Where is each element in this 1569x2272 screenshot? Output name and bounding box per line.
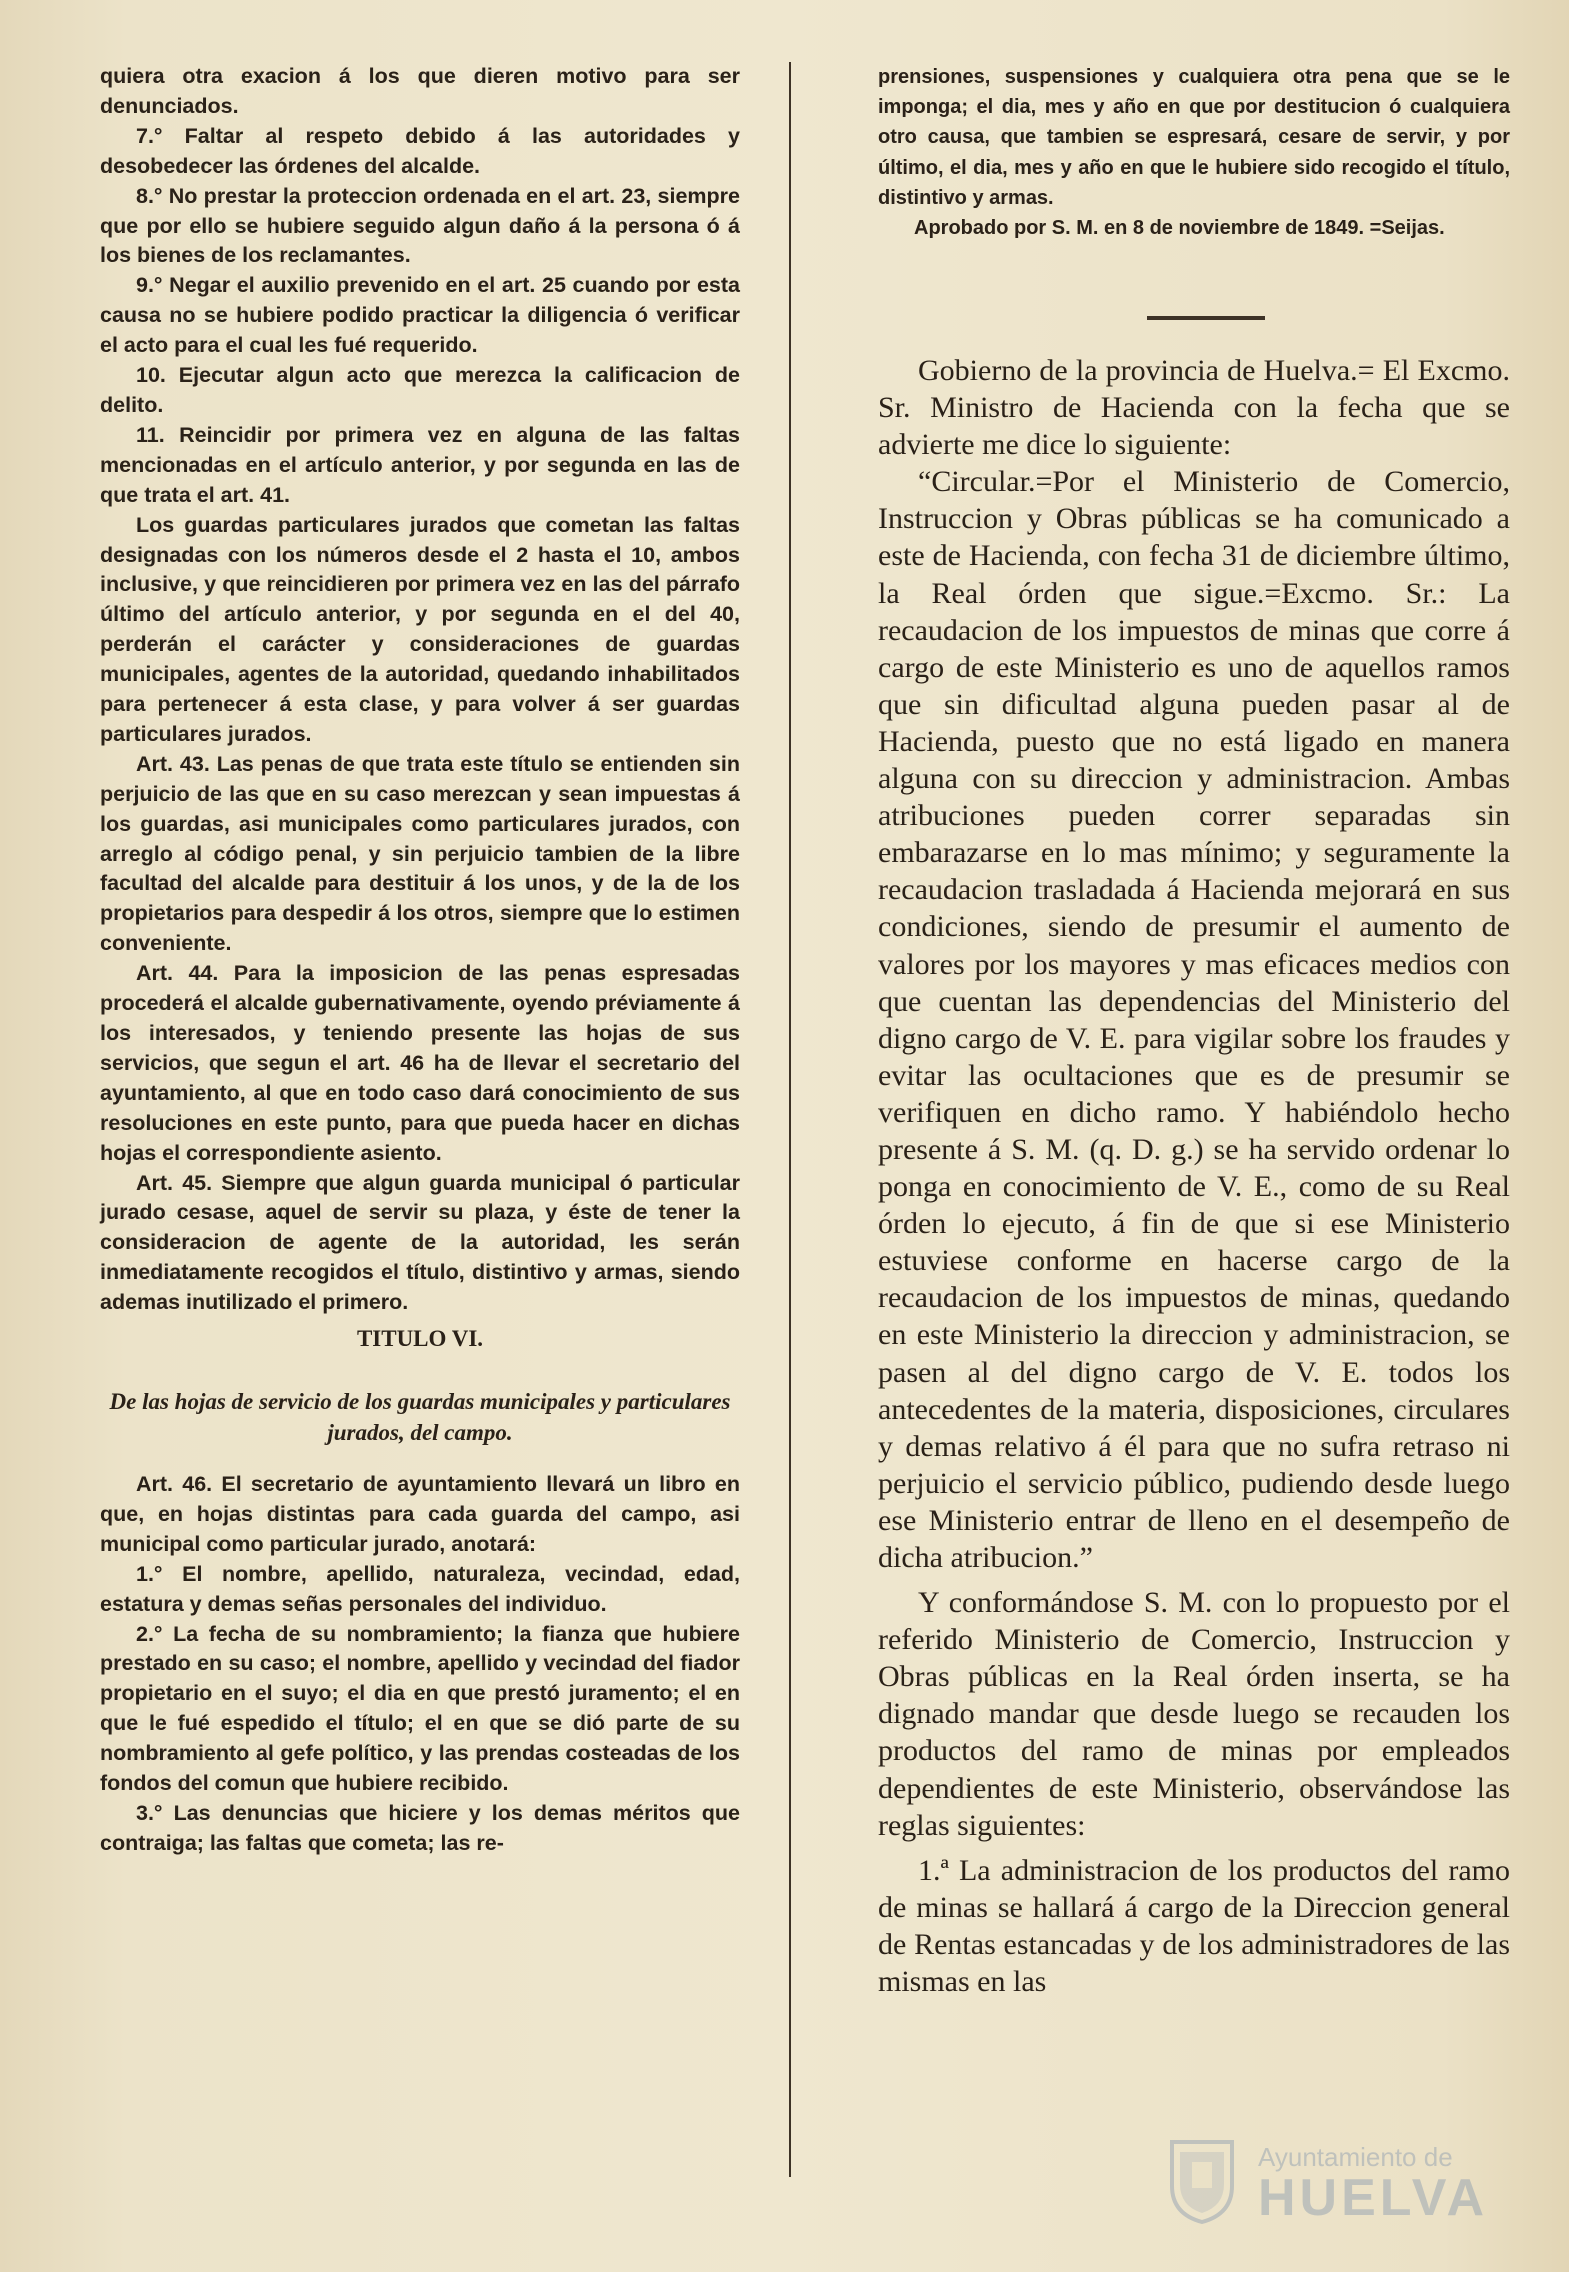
paragraph-item-8: 8.° No prestar la proteccion ordenada en el art. 23, siempre que por ello se hubiere seguido algun daño á la persona ó á los bienes de los reclamantes. (100, 183, 740, 268)
column-divider (789, 62, 791, 2177)
paragraph-conformandose: Y conformándose S. M. con lo propuesto por el referido Ministerio de Comercio, Instruccion y Obras públicas en la Real órden inserta, se ha dignado mandar que desde luego se recauden los productos del ramo de minas por empleados dependientes de este Ministerio, observándose las reglas siguientes: (878, 1586, 1510, 1842)
section-title: TITULO VI. (356, 1326, 484, 1352)
paragraph-item-10: 10. Ejecutar algun acto que merezca la calificacion de delito. (100, 363, 740, 417)
paragraph-art-44: Art. 44. Para la imposicion de las penas espresadas procederá el alcalde gubernativamente, oyendo préviamente á los interesados, y teniendo presente las hojas de sus servicios, que segun el art. 46 ha de llevar el secretario del ayuntamiento, al que en todo caso dará conocimiento de sus resoluciones en este punto, para que pueda hacer en dichas hojas el correspondiente asiento. (100, 961, 740, 1165)
paragraph-gobierno: Gobierno de la provincia de Huelva.= El Excmo. Sr. Ministro de Hacienda con la fecha que se advierte me dice lo siguiente: (878, 354, 1510, 462)
left-column (100, 62, 740, 1859)
paragraph-art-43: Art. 43. Las penas de que trata este título se entienden sin perjuicio de las que en su caso merezcan y sean impuestas á los guardas, asi municipales como particulares jurados, con arreglo al código penal, y sin perjuicio tambien de la libre facultad del alcalde para destituir á los unos, y de la de los propietarios para despedir á los otros, siempre que lo estimen conveniente. (100, 751, 740, 956)
section-separator (1147, 316, 1265, 320)
watermark-text-main: HUELVA (1258, 2169, 1489, 2227)
right-column-main (878, 352, 1510, 2000)
paragraph-art-46: Art. 46. El secretario de ayuntamiento llevará un libro en que, en hojas distintas para cada guarda del campo, asi municipal como particular jurado, anotará: (100, 1471, 740, 1556)
paragraph-art-46-item-1: 1.° El nombre, apellido, naturaleza, vecindad, edad, estatura y demas señas personales del individuo. (100, 1561, 740, 1616)
paragraph-art-45: Art. 45. Siempre que algun guarda municipal ó particular jurado cesase, aquel de servir su plaza, y éste de tener la consideracion de agente de la autoridad, les serán inmediatamente recogidos el título, distintivo y armas, siendo ademas inutilizado el primero. (100, 1170, 740, 1315)
section-subtitle: De las hojas de servicio de los guardas municipales y particulares jurados, del campo. (109, 1388, 731, 1445)
paragraph-guardas: Los guardas particulares jurados que cometan las faltas designadas con los números desde el 2 hasta el 10, ambos inclusive, y que reincidieren por primera vez en las del párrafo último del artículo anterior, y por segunda en el del 40, perderán el carácter y consideraciones de guardas municipales, agentes de la autoridad, quedando inhabilitados para pertenecer á esta clase, y para volver á ser guardas particulares jurados. (100, 512, 740, 746)
paragraph-continuation-right: prensiones, suspensiones y cualquiera otra pena que se le imponga; el dia, mes y año en que por destitucion ó cualquiera otro causa, que tambien se espresará, cesare de servir, y por último, el dia, mes y año en que le hubiere sido recogido el título, distintivo y armas. (878, 66, 1510, 209)
watermark-text-top: Ayuntamiento de (1258, 2142, 1453, 2172)
paragraph-continuation: quiera otra exacion á los que dieren motivo para ser denunciados. (100, 64, 740, 118)
paragraph-item-9: 9.° Negar el auxilio prevenido en el art. 25 cuando por esta causa no se hubiere podido practicar la diligencia ó verificar el acto para el cual les fué requerido. (100, 273, 740, 358)
paragraph-regla-1: 1.ª La administracion de los productos del ramo de minas se hallará á cargo de la Direccion general de Rentas estancadas y de los administradores de las mismas en las (878, 1853, 1510, 1999)
paragraph-item-11: 11. Reincidir por primera vez en alguna de las faltas mencionadas en el artículo anterior, y por segunda en las de que trata el art. 41. (100, 422, 740, 507)
right-column-top (878, 62, 1510, 243)
paragraph-art-46-item-2: 2.° La fecha de su nombramiento; la fianza que hubiere prestado en su caso; el nombre, apellido y vecindad del fiador propietario en el suyo; el dia en que prestó juramento; el en que le fué espedido el título; el en que se dió parte de su nombramiento al gefe político, y las prendas costeadas de los fondos del comun que hubiere recibido. (100, 1621, 740, 1796)
paragraph-art-46-item-3: 3.° Las denuncias que hiciere y los demas méritos que contraiga; las faltas que cometa; las re- (100, 1800, 740, 1855)
approval-line: Aprobado por S. M. en 8 de noviembre de 1849. =Seijas. (914, 217, 1445, 240)
watermark-logo (1166, 2130, 1526, 2240)
coat-of-arms-icon (1166, 2134, 1238, 2226)
paragraph-item-7: 7.° Faltar al respeto debido á las autoridades y desobedecer las órdenes del alcalde. (100, 123, 740, 178)
paragraph-circular: “Circular.=Por el Ministerio de Comercio, Instruccion y Obras públicas se ha comunicado a este de Hacienda, con fecha 31 de diciembre último, la Real órden que sigue.=Excmo. Sr.: La recaudacion de los impuestos de minas que corre á cargo de este Ministerio es uno de aquellos ramos que sin dificultad alguna pueden pasar al de Hacienda, puesto que no está ligado en manera alguna con su direccion y administracion. Ambas atribuciones pueden correr separadas sin embarazarse en lo mas mínimo; y seguramente la recaudacion trasladada á Hacienda mejorará en sus condiciones, siendo de presumir el aumento de valores por los mayores y mas eficaces medios con que cuentan las dependencias del Ministerio del digno cargo de V. E. para vigilar sobre los fraudes y evitar las ocultaciones que es de presumir se verifiquen en dicho ramo. Y habiéndolo hecho presente á S. M. (q. D. g.) se ha servido ordenar lo ponga en conocimiento de V. E., como de su Real órden lo ejecuto, á fin de que si ese Ministerio estuviese conforme en hacerse cargo de la recaudacion de los impuestos de minas, quedando en este Ministerio la direccion y administracion, se pasen al del digno cargo de V. E. todos los antecedentes de la materia, disposiciones, circulares y demas relativo á él para que no sufra retraso ni perjuicio el servicio público, pudiendo desde luego ese Ministerio entrar de lleno en el desempeño de dicha atribucion.” (878, 465, 1510, 1574)
